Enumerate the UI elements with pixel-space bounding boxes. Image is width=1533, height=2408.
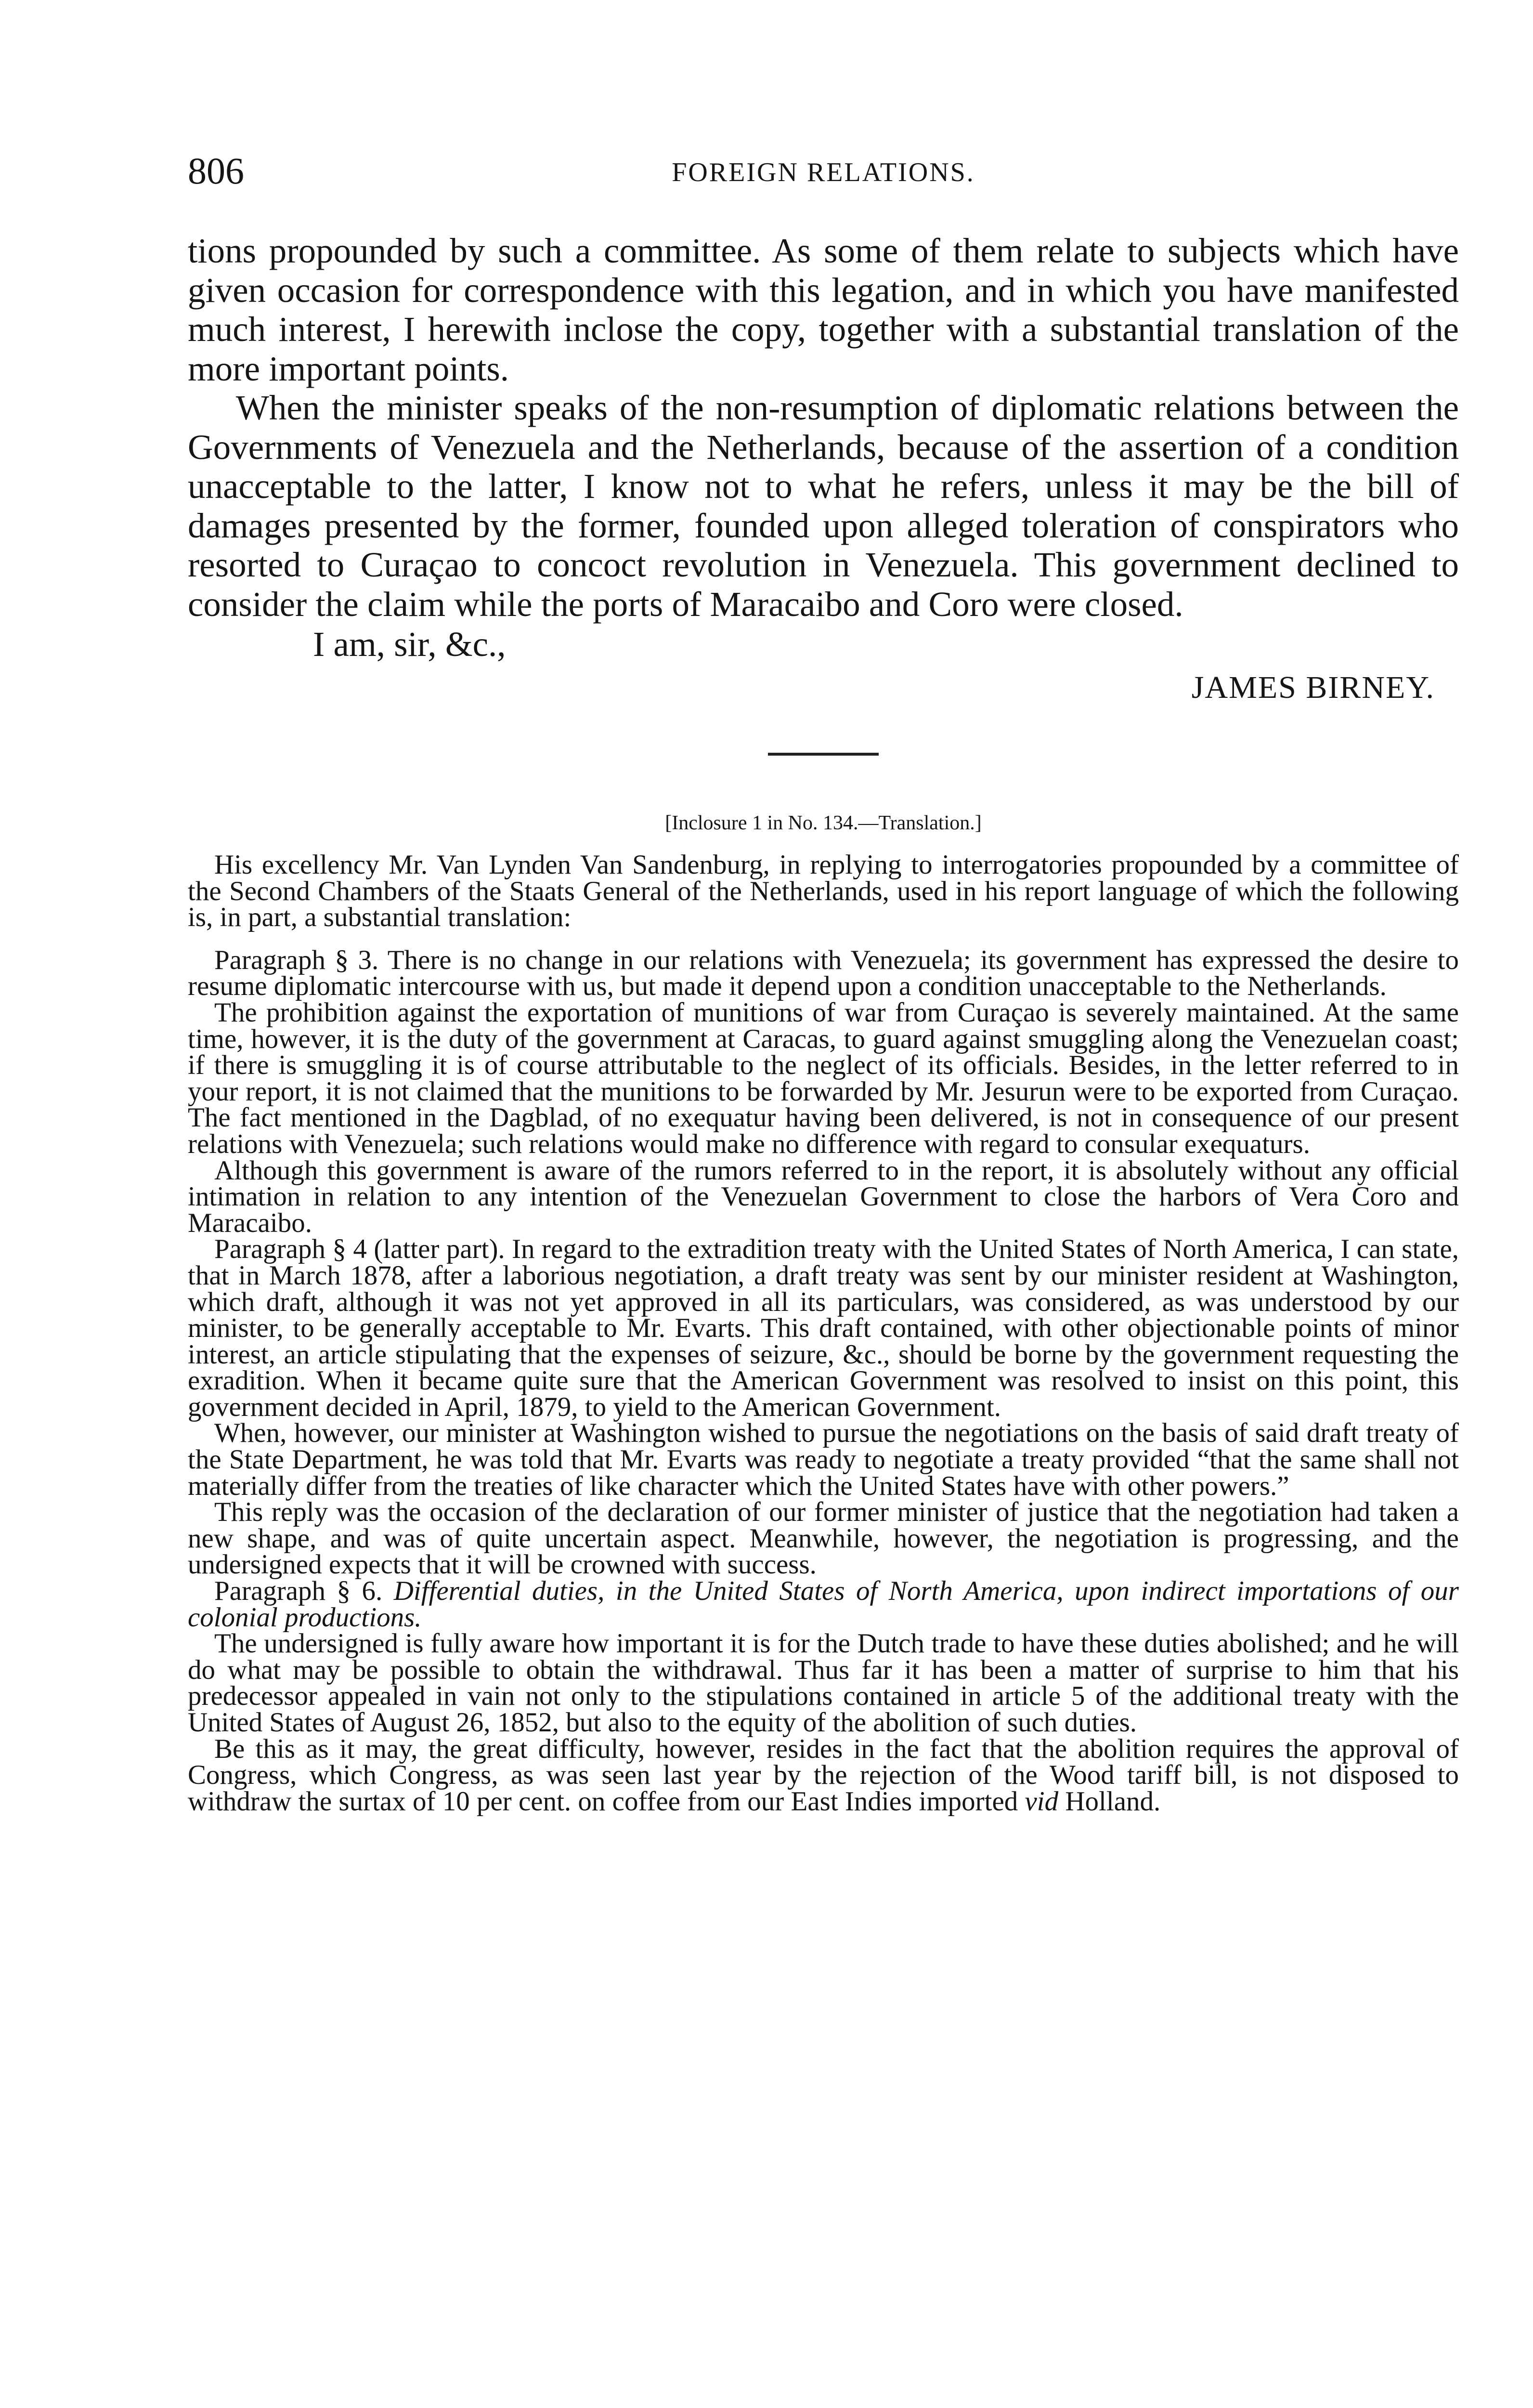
paragraph-text: Be this as it may, the great difficulty, however, resides in the fact that the abolition requires the approval of Congress, which Congress, as was seen last year by the rejection of the Wood tariff bill, is not disposed to withdraw the surtax of 10 per cent. on coffee from our East Indies imported [188, 1733, 1459, 1817]
italic-word: vid [1025, 1786, 1059, 1817]
inclosure-heading: [Inclosure 1 in No. 134.—Translation.] [665, 812, 982, 834]
inclosure-paragraph: Paragraph § 3. There is no change in our relations with Venezuela; its government has expressed the desire to resume diplomatic intercourse with us, but made it depend upon a condition unacceptable to the Netherlands. [188, 944, 1459, 1002]
letter-paragraph: tions propounded by such a committee. As some of them relate to subjects which have given occasion for correspondence with this legation, and in which you have manifested much interest, I herewith inclose the copy, together with a substantial translation of the more important points. [188, 231, 1459, 388]
inclosure-intro: His excellency Mr. Van Lynden Van Sandenburg, in replying to interrogatories propounded by a committee of the Second Chambers of the Staats General of the Netherlands, used in his report language of which the following is, in part, a substantial translation: [188, 850, 1459, 933]
signature: JAMES BIRNEY. [1191, 670, 1435, 705]
inclosure-paragraph: Paragraph § 4 (latter part). In regard to the extradition treaty with the United States of North America, I can state, that in March 1878, after a laborious negotiation, a draft treaty was sent by our minister resident at Washington, which draft, although it was not yet approved in all its particulars, was considered, as was understood by our minister, to be generally acceptable to Mr. Evarts. This draft contained, with other objectionable points of minor interest, an article stipulating that the expenses of seizure, &c., should be borne by the government requesting the exradition. When it became quite sure that the American Government was resolved to insist on this point, this government decided in April, 1879, to yield to the American Government. [188, 1234, 1459, 1422]
section-divider [768, 753, 879, 756]
paragraph-label: Paragraph § 6. [214, 1576, 394, 1607]
inclosure-body [188, 852, 1459, 1815]
letter-paragraph: When the minister speaks of the non-resumption of diplomatic relations between the Governments of Venezuela and the Netherlands, because of the assertion of a condition unacceptable to the latter, I know not to what he refers, unless it may be the bill of damages presented by the former, founded upon alleged toleration of conspirators who resorted to Curaçao to concoct revolution in Venezuela. This government declined to consider the claim while the ports of Maracaibo and Coro were closed. [188, 388, 1459, 624]
inclosure-paragraph [188, 1578, 1459, 1631]
inclosure-paragraph [188, 1733, 1459, 1817]
page-number: 806 [188, 150, 244, 192]
letter-body [188, 231, 1459, 624]
paragraph-text: Holland. [1058, 1786, 1161, 1817]
inclosure-paragraph: The undersigned is fully aware how important it is for the Dutch trade to have these duties abolished; and he will do what may be possible to obtain the withdrawal. Thus far it has been a matter of surprise to him that his predecessor appealed in vain not only to the stipulations contained in article 5 of the additional treaty with the United States of August 26, 1852, but also to the equity of the abolition of such duties. [188, 1628, 1459, 1738]
inclosure-paragraph: The prohibition against the exportation of munitions of war from Curaçao is severely maintained. At the same time, however, it is the duty of the government at Caracas, to guard against smuggling along the Venezuelan coast; if there is smuggling it is of course attributable to the neglect of its officials. Besides, in the letter referred to in your report, it is not claimed that the munitions to be forwarded by Mr. Jesurun were to be exported from Curaçao. The fact mentioned in the Dagblad, of no exequatur having been delivered, is not in consequence of our present relations with Venezuela; such relations would make no difference with regard to consular exequaturs. [188, 997, 1459, 1159]
running-title: FOREIGN RELATIONS. [672, 157, 975, 187]
document-page [188, 149, 1459, 1815]
inclosure-paragraph: This reply was the occasion of the declaration of our former minister of justice that the negotiation had taken a new shape, and was of quite uncertain aspect. Meanwhile, however, the negotiation is progressing, and the undersigned expects that it will be crowned with success. [188, 1497, 1459, 1580]
letter-closing: I am, sir, &c., [313, 625, 506, 664]
inclosure-paragraph: When, however, our minister at Washington wished to pursue the negotiations on the basis of said draft treaty of the State Department, he was told that Mr. Evarts was ready to negotiate a treaty provided “that the same shall not materially differ from the treaties of like character which the United States have with other powers.” [188, 1418, 1459, 1501]
italic-subject: Differential duties, in the United States of North America, upon indirect importations of our colonial productions. [188, 1576, 1459, 1633]
running-head [188, 149, 1459, 193]
inclosure-paragraph: Although this government is aware of the rumors referred to in the report, it is absolutely without any official intimation in relation to any intention of the Venezuelan Government to close the harbors of Vera Coro and Maracaibo. [188, 1155, 1459, 1238]
